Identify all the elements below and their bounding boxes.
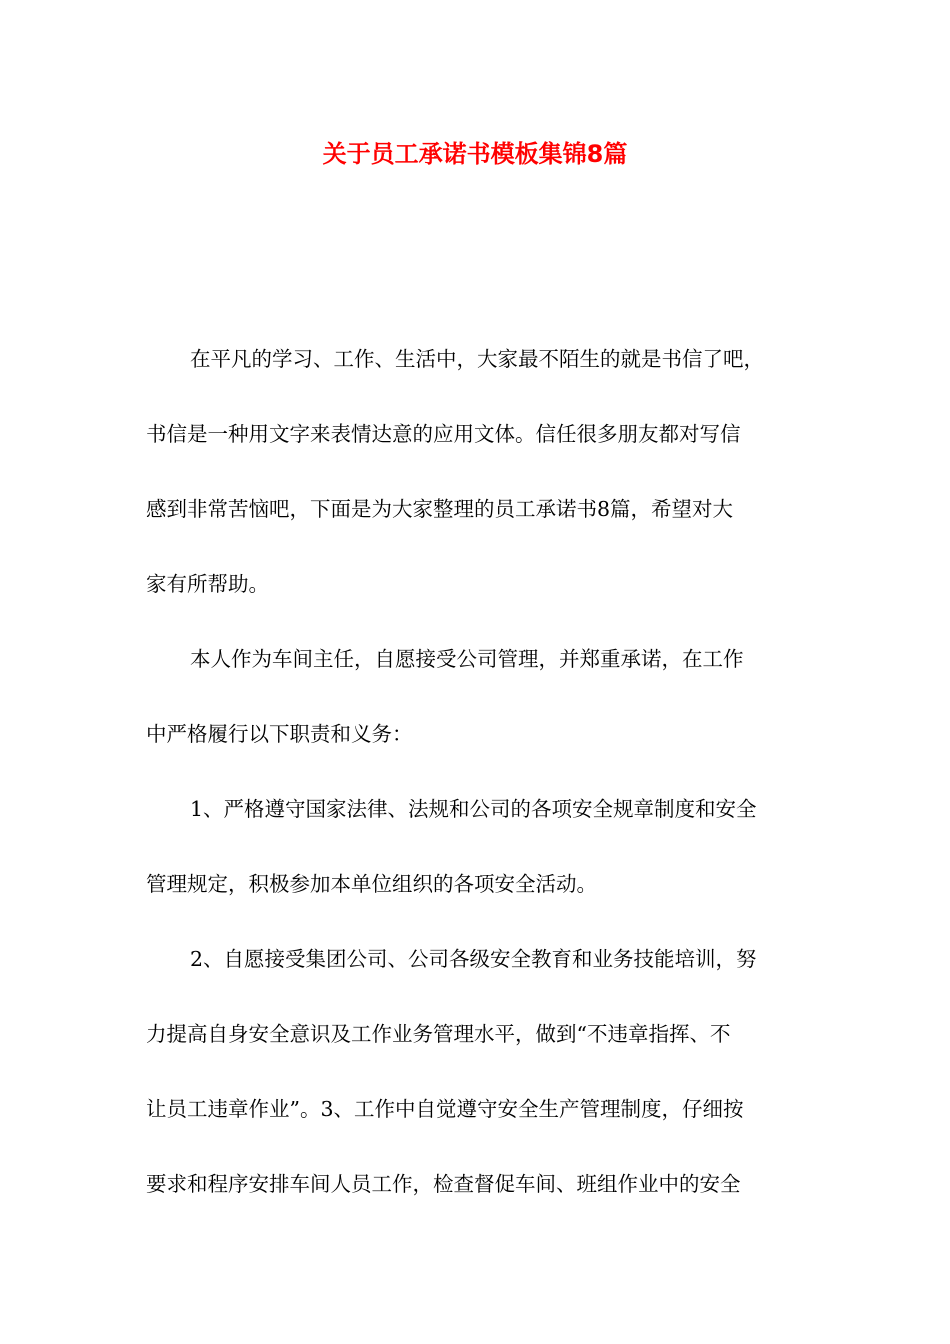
paragraph-line: 让员工违章作业”。3、工作中自觉遵守安全生产管理制度，仔细按 — [146, 1097, 744, 1121]
paragraph-line: 中严格履行以下职责和义务： — [146, 722, 413, 746]
paragraph-line: 在平凡的学习、工作、生活中，大家最不陌生的就是书信了吧， — [190, 347, 764, 371]
paragraph-line: 管理规定，积极参加本单位组织的各项安全活动。 — [146, 872, 597, 896]
document-body — [146, 322, 808, 1222]
paragraph-line: 本人作为车间主任，自愿接受公司管理，并郑重承诺，在工作 — [190, 647, 744, 671]
paragraph-line: 力提高自身安全意识及工作业务管理水平，做到“不违章指挥、不 — [146, 1022, 731, 1046]
paragraph-line: 感到非常苦恼吧，下面是为大家整理的员工承诺书8篇，希望对大 — [146, 497, 734, 521]
document-title: 关于员工承诺书模板集锦8篇 — [322, 140, 628, 168]
paragraph-line: 2、自愿接受集团公司、公司各级安全教育和业务技能培训，努 — [190, 947, 757, 971]
paragraph-line: 要求和程序安排车间人员工作，检查督促车间、班组作业中的安全 — [146, 1172, 741, 1196]
paragraph-line: 1、严格遵守国家法律、法规和公司的各项安全规章制度和安全 — [190, 797, 757, 821]
paragraph-line: 家有所帮助。 — [146, 572, 269, 596]
paragraph-line: 书信是一种用文字来表情达意的应用文体。信任很多朋友都对写信 — [146, 422, 741, 446]
